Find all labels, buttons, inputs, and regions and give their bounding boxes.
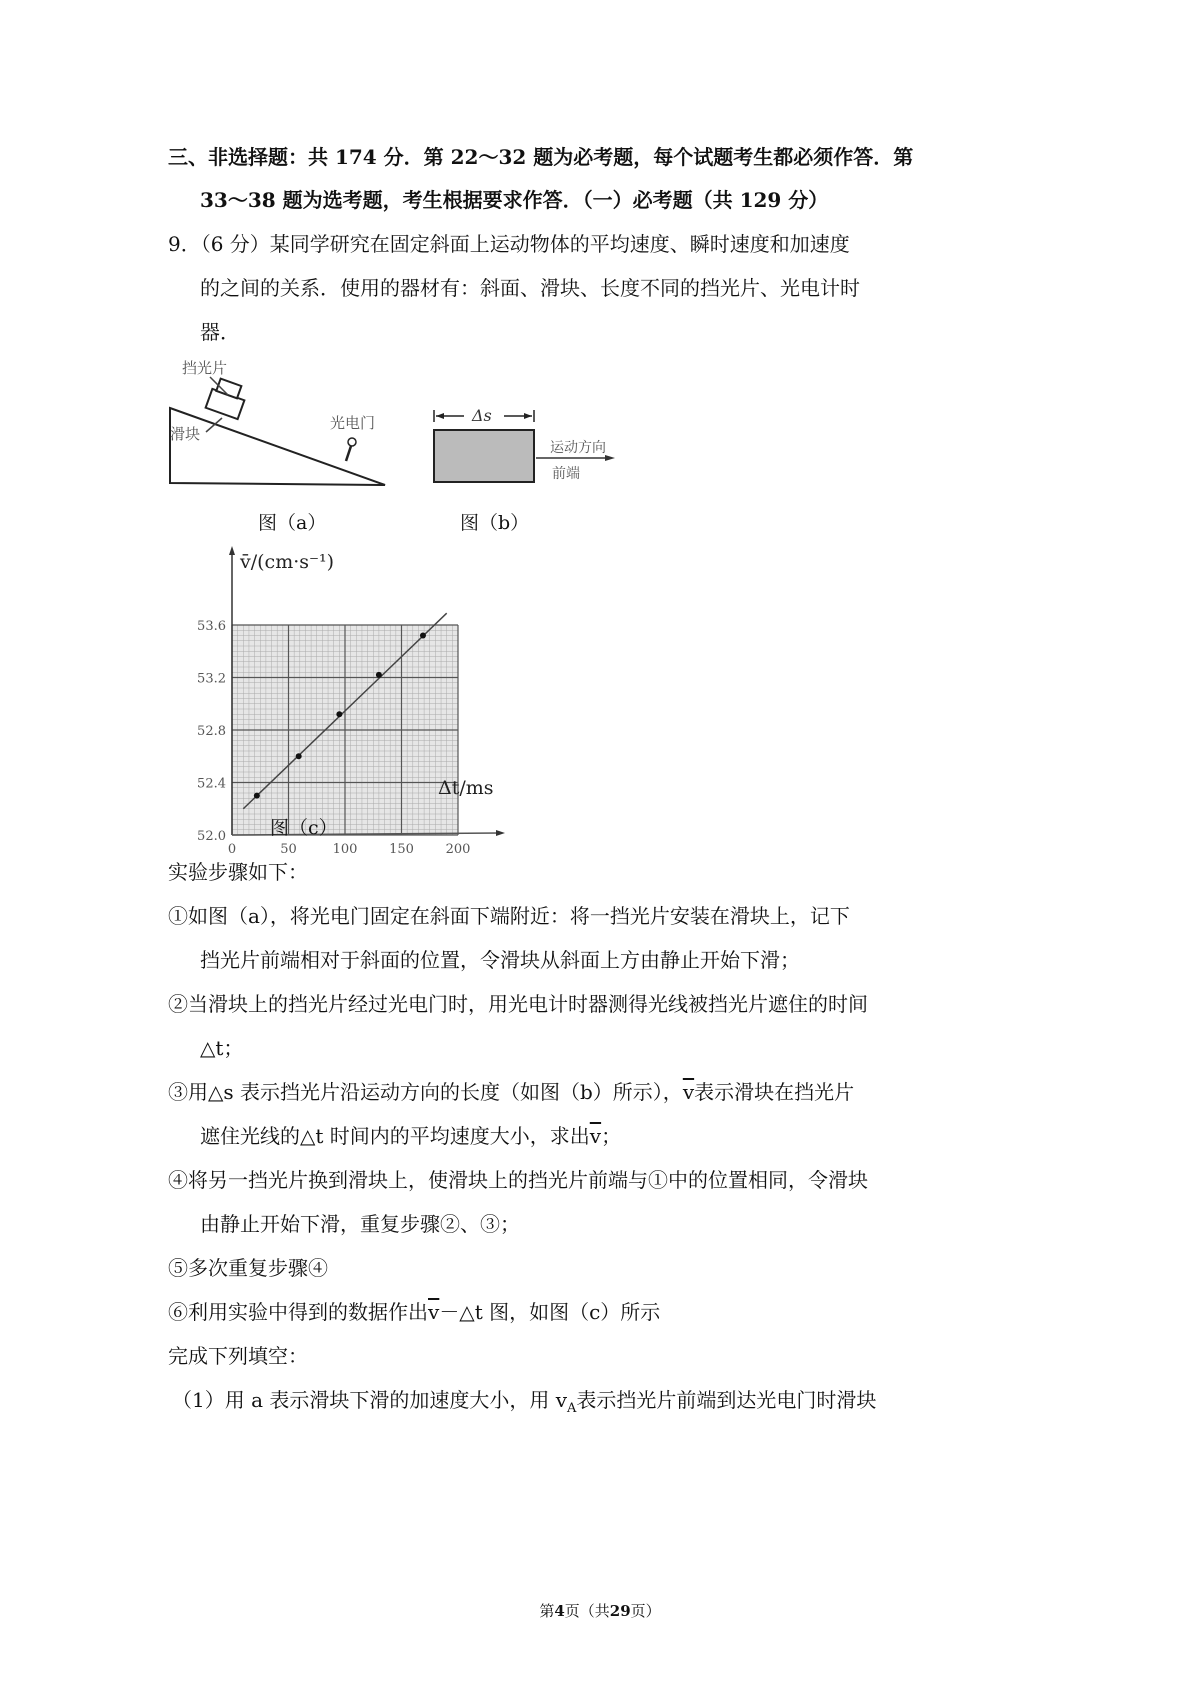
step2-line2: △t； [200, 1036, 244, 1060]
footer-pre: 第 [539, 1602, 555, 1620]
footer-total-pages: 29 [609, 1602, 631, 1620]
step3-text-b: 表示滑块在挡光片 [694, 1080, 855, 1104]
section-header-line1: 三、非选择题：共 174 分．第 22～32 题为必考题，每个试题考生都必须作答．第 [168, 145, 914, 169]
label-slider: 滑块 [170, 425, 201, 443]
v-bar-symbol: $\overline{v}$ [428, 1300, 440, 1324]
q1-subscript: A [567, 1401, 577, 1416]
label-front: 前端 [552, 466, 580, 482]
x-tick-label: 0 [227, 842, 237, 857]
y-tick-label: 52.4 [197, 776, 226, 792]
step3-line1 [168, 1078, 854, 1106]
x-tick-label: 200 [445, 842, 471, 857]
sub-question-1 [172, 1386, 876, 1423]
v-bar-symbol: $\overline{v}$ [589, 1124, 602, 1148]
data-point [376, 672, 382, 678]
data-point [254, 793, 260, 799]
question-line2: 的之间的关系．使用的器材有：斜面、滑块、长度不同的挡光片、光电计时 [200, 276, 860, 300]
data-point [336, 711, 342, 717]
figure-a-caption: 图（a） [258, 512, 327, 534]
step1-line2: 挡光片前端相对于斜面的位置，令滑块从斜面上方由静止开始下滑； [200, 948, 800, 972]
question-line3: 器． [200, 320, 240, 344]
shutter-plate-shaded [434, 430, 534, 482]
data-point [296, 753, 302, 759]
step4-line1: ④将另一挡光片换到滑块上，使滑块上的挡光片前端与①中的位置相同，令滑块 [168, 1168, 868, 1192]
data-point [420, 633, 426, 639]
step3-line2 [200, 1122, 621, 1150]
step1-line1: ①如图（a），将光电门固定在斜面下端附近：将一挡光片安装在滑块上，记下 [168, 904, 850, 928]
step3-text-a: ③用△s 表示挡光片沿运动方向的长度（如图（b）所示）， [168, 1080, 683, 1104]
photogate-icon [348, 438, 356, 446]
q1-text-b: 表示挡光片前端到达光电门时滑块 [576, 1388, 877, 1412]
step2-line1: ②当滑块上的挡光片经过光电门时，用光电计时器测得光线被挡光片遮住的时间 [168, 992, 868, 1016]
v-bar-symbol: $\overline{v}$ [682, 1080, 695, 1104]
y-tick-label: 53.6 [197, 619, 226, 634]
y-tick-label: 53.2 [197, 671, 226, 687]
x-tick-label: 100 [332, 842, 358, 857]
footer-page-number: 4 [554, 1602, 565, 1620]
question-line1: 9．（6 分）某同学研究在固定斜面上运动物体的平均速度、瞬时速度和加速度 [168, 232, 850, 256]
fill-instruction: 完成下列填空： [168, 1344, 308, 1368]
footer-post: 页） [630, 1602, 661, 1620]
y-axis-arrow [229, 546, 235, 555]
step3-text-c: 遮住光线的△t 时间内的平均速度大小，求出 [200, 1124, 590, 1148]
q1-text-a: （1）用 a 表示滑块下滑的加速度大小，用 v [172, 1388, 568, 1412]
photogate-post [346, 446, 351, 461]
section-header-line2: 33～38 题为选考题，考生根据要求作答．（一）必考题（共 129 分） [200, 188, 829, 212]
figure-b-caption: 图（b） [460, 512, 530, 534]
step6-text-a: ⑥利用实验中得到的数据作出 [168, 1300, 428, 1324]
label-shutter: 挡光片 [182, 359, 228, 377]
figure-a-incline-diagram [160, 355, 400, 495]
x-axis-label: Δt/ms [438, 777, 494, 799]
step5: ⑤多次重复步骤④ [168, 1256, 328, 1280]
label-delta-s: Δs [472, 406, 492, 425]
step6-text-b: －△t 图，如图（c）所示 [439, 1300, 661, 1324]
y-tick-label: 52.0 [197, 829, 226, 844]
step3-text-d: ； [601, 1124, 622, 1148]
figure-b-shutter-diagram [420, 400, 630, 500]
step4-line2: 由静止开始下滑，重复步骤②、③； [200, 1212, 520, 1236]
y-tick-label: 52.8 [197, 724, 226, 739]
figure-c-caption: 图（c） [270, 817, 338, 839]
steps-intro: 实验步骤如下： [168, 860, 308, 884]
step6 [168, 1298, 660, 1326]
footer-mid: 页（共 [564, 1602, 610, 1620]
x-axis-arrow [496, 830, 505, 836]
y-axis-label: v̄/(cm·s⁻¹) [240, 551, 335, 573]
page-footer [0, 1600, 1200, 1621]
label-direction: 运动方向 [550, 440, 606, 456]
x-tick-label: 50 [280, 842, 297, 857]
x-tick-label: 150 [389, 842, 414, 857]
label-photogate: 光电门 [330, 414, 376, 432]
